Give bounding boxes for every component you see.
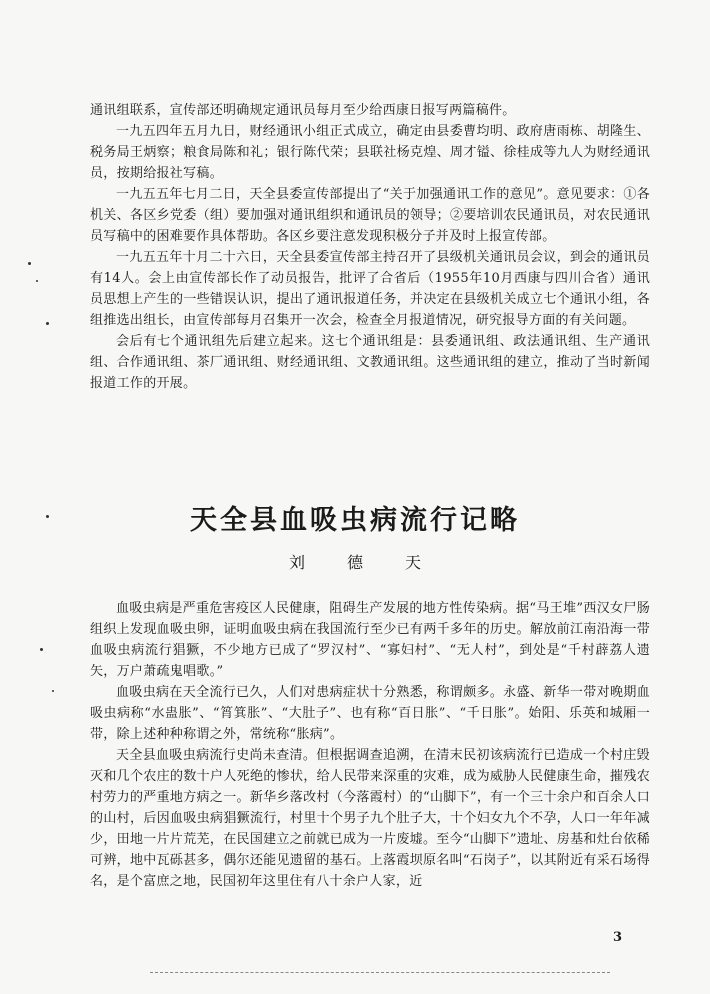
- paragraph: 天全县血吸虫病流行史尚未查清。但根据调查追溯，在清末民初该病流行已造成一个村庄毁灭和几个农庄的数十户人死绝的惨状，给人民带来深重的灾难，成为威胁人民健康生命，摧残农村劳力的严重地方病之一。新华乡落改村（今落霞村）的“山脚下”，有一个三十余户和百余人口的山村，后因血吸虫病猖獗流行，村里十个男子九个肚子大，十个妇女九个不孕，人口一年年减少，田地一片片荒芜，在民国建立之前就已成为一片废墟。至今“山脚下”遗址、房基和灶台依稀可辨，地中瓦砾甚多，偶尔还能见遗留的基石。上落霞坝原名叫“石岗子”，以其附近有采石场得名，是个富庶之地，民国初年这里住有八十余户人家，近: [90, 748, 650, 889]
- scan-speck: [28, 262, 31, 265]
- paragraph: 通讯组联系，宣传部还明确规定通讯员每月至少给西康日报写两篇稿件。: [90, 103, 516, 118]
- scan-speck: [52, 690, 54, 692]
- scan-speck: [36, 280, 38, 282]
- section-previous-article: [90, 100, 650, 394]
- scan-edge-line: [150, 972, 610, 973]
- paragraph: 一九五五年七月二日，天全县委宣传部提出了“关于加强通讯工作的意见”。意见要求：①各机关、各区乡党委（组）要加强对通讯组织和通讯员的领导；②要培训农民通讯员，对农民通讯员写稿中的困难要作具体帮助。各区乡要注意发现积极分子并及时上报宣传部。: [90, 187, 650, 244]
- scan-speck: [46, 515, 49, 518]
- paragraph: 血吸虫病在天全流行已久，人们对患病症状十分熟悉，称谓颇多。永盛、新华一带对晚期血吸虫病称“水蛊胀”、“筲箕胀”、“大肚子”、也有称“百日胀”、“千日胀”。始阳、乐英和城厢一带，除上述种种称谓之外，常统称“胀病”。: [90, 685, 650, 742]
- article-body: [90, 598, 650, 892]
- page-number: 3: [612, 930, 622, 945]
- paragraph: 一九五五年十月二十六日，天全县委宣传部主持召开了县级机关通讯员会议，到会的通讯员有14人。会上由宣传部长作了动员报告，批评了合省后（1955年10月西康与四川合省）通讯员思想上产生的一些错误认识，提出了通讯报道任务，并决定在县级机关成立七个通讯小组，各组推选出组长，由宣传部每月召集开一次会，检查全月报道情况，研究报导方面的有关问题。: [90, 250, 650, 328]
- paragraph: 血吸虫病是严重危害疫区人民健康，阻碍生产发展的地方性传染病。据“马王堆”西汉女尸肠组织上发现血吸虫卵，证明血吸虫病在我国流行至少已有两千多年的历史。解放前江南沿海一带血吸虫病流行猖獗，不少地方已成了“罗汉村”、“寡妇村”、“无人村”，到处是“千村薜荔人遗矢，万户萧疏鬼唱歌。”: [90, 601, 650, 679]
- article-author: 刘德天: [288, 553, 463, 572]
- scan-speck: [46, 322, 49, 325]
- scan-speck: [40, 648, 43, 651]
- paragraph: 会后有七个通讯组先后建立起来。这七个通讯组是：县委通讯组、政法通讯组、生产通讯组、合作通讯组、茶厂通讯组、财经通讯组、文教通讯组。这些通讯组的建立，推动了当时新闻报道工作的开展。: [90, 334, 650, 391]
- paragraph: 一九五四年五月九日，财经通讯小组正式成立，确定由县委曹均明、政府唐雨栋、胡隆生、税务局王炳察；粮食局陈和礼；银行陈代荣；县联社杨克煌、周才镒、徐桂成等九人为财经通讯员，按期给报社写稿。: [90, 124, 650, 181]
- article-title: 天全县血吸虫病流行记略: [190, 505, 520, 536]
